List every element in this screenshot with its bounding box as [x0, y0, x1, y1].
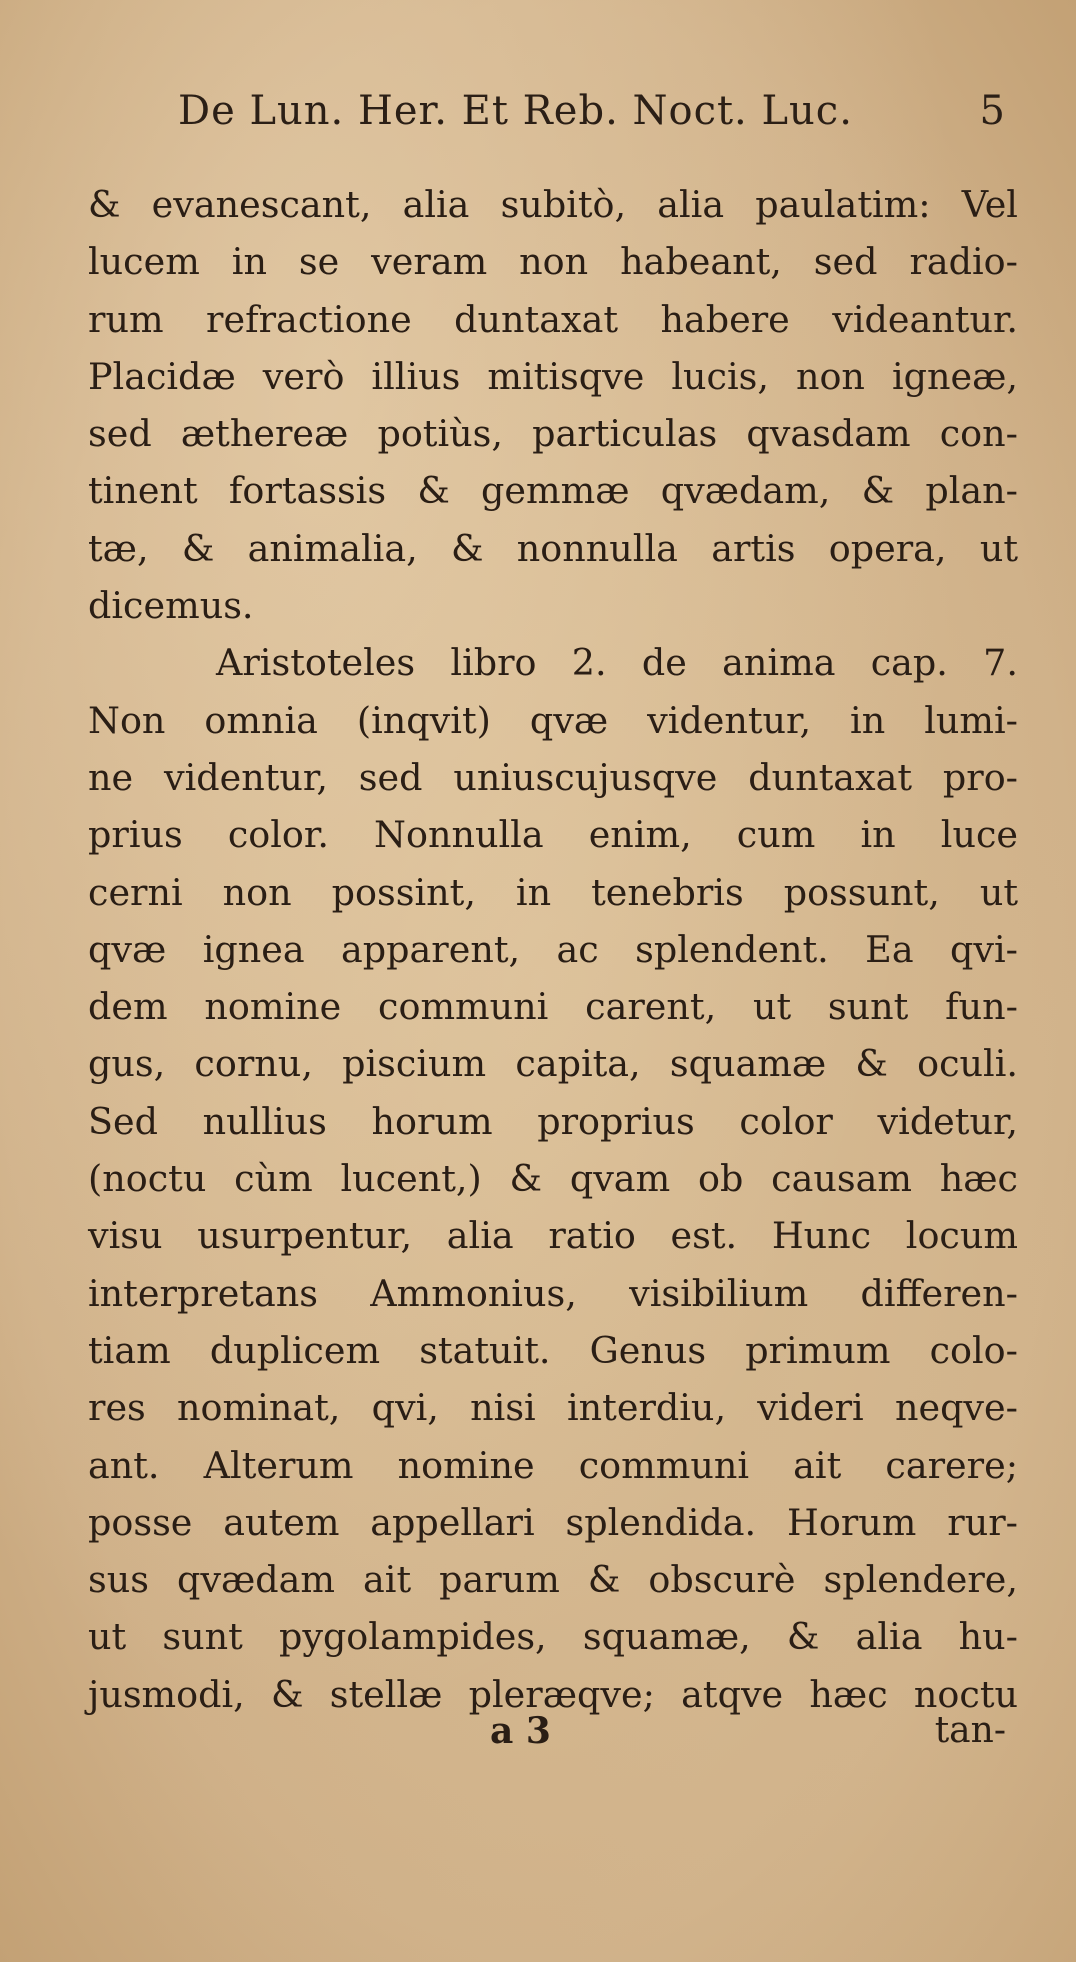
text-line: Placidæ verò illius mitisqve lucis, non igneæ, — [88, 354, 1018, 398]
text-line: jusmodi, & stellæ pleræqve; atqve hæc noctu — [88, 1672, 1018, 1716]
text-line: dem nomine communi carent, ut sunt fun- — [88, 985, 1018, 1029]
text-line: ant. Alterum nomine communi ait carere; — [88, 1443, 1018, 1487]
text-line: lucem in se veram non habeant, sed radio- — [88, 240, 1018, 284]
text-line: Non omnia (inqvit) qvæ videntur, in lumi- — [88, 698, 1018, 742]
page-header — [178, 88, 1024, 150]
text-line: (noctu cùm lucent,) & qvam ob causam hæc — [88, 1157, 1018, 1201]
text-line: visu usurpentur, alia ratio est. Hunc locum — [88, 1214, 1018, 1258]
body-text — [88, 176, 1018, 1723]
text-line: qvæ ignea apparent, ac splendent. Ea qvi- — [88, 927, 1018, 971]
text-line: & evanescant, alia subitò, alia paulatim: Vel — [88, 183, 1018, 226]
text-line: res nominat, qvi, nisi interdiu, videri neqve- — [88, 1386, 1018, 1430]
text-line: prius color. Nonnulla enim, cum in luce — [88, 813, 1018, 857]
text-line: sed æthereæ potiùs, particulas qvasdam con- — [88, 412, 1018, 456]
page-number: 5 — [979, 88, 1006, 134]
running-title: De Lun. Her. Et Reb. Noct. Luc. — [178, 88, 853, 134]
text-line: interpretans Ammonius, visibilium differen- — [88, 1271, 1018, 1315]
text-line: tæ, & animalia, & nonnulla artis opera, ut — [88, 526, 1018, 570]
text-line: tinent fortassis & gemmæ qvædam, & plan- — [88, 469, 1018, 513]
text-line: gus, cornu, piscium capita, squamæ & oculi. — [88, 1042, 1018, 1086]
text-line: rum refractione duntaxat habere videantur. — [88, 297, 1018, 341]
text-line: dicemus. — [88, 584, 254, 628]
text-line: sus qvædam ait parum & obscurè splendere, — [88, 1558, 1018, 1602]
text-line: ut sunt pygolampides, squamæ, & alia hu- — [88, 1615, 1018, 1659]
text-line: tiam duplicem statuit. Genus primum colo- — [88, 1328, 1018, 1372]
text-line: cerni non possint, in tenebris possunt, ut — [88, 870, 1018, 914]
text-line: ne videntur, sed uniuscujusqve duntaxat pro- — [88, 755, 1018, 799]
catchword: tan- — [934, 1710, 1006, 1751]
text-line: Sed nullius horum proprius color videtur, — [88, 1099, 1018, 1143]
paragraph-start-line: Aristoteles libro 2. de anima cap. 7. — [216, 641, 1018, 685]
page-footer — [88, 1710, 1018, 1760]
signature-mark: a 3 — [490, 1710, 551, 1752]
text-line: posse autem appellari splendida. Horum rur- — [88, 1500, 1018, 1544]
